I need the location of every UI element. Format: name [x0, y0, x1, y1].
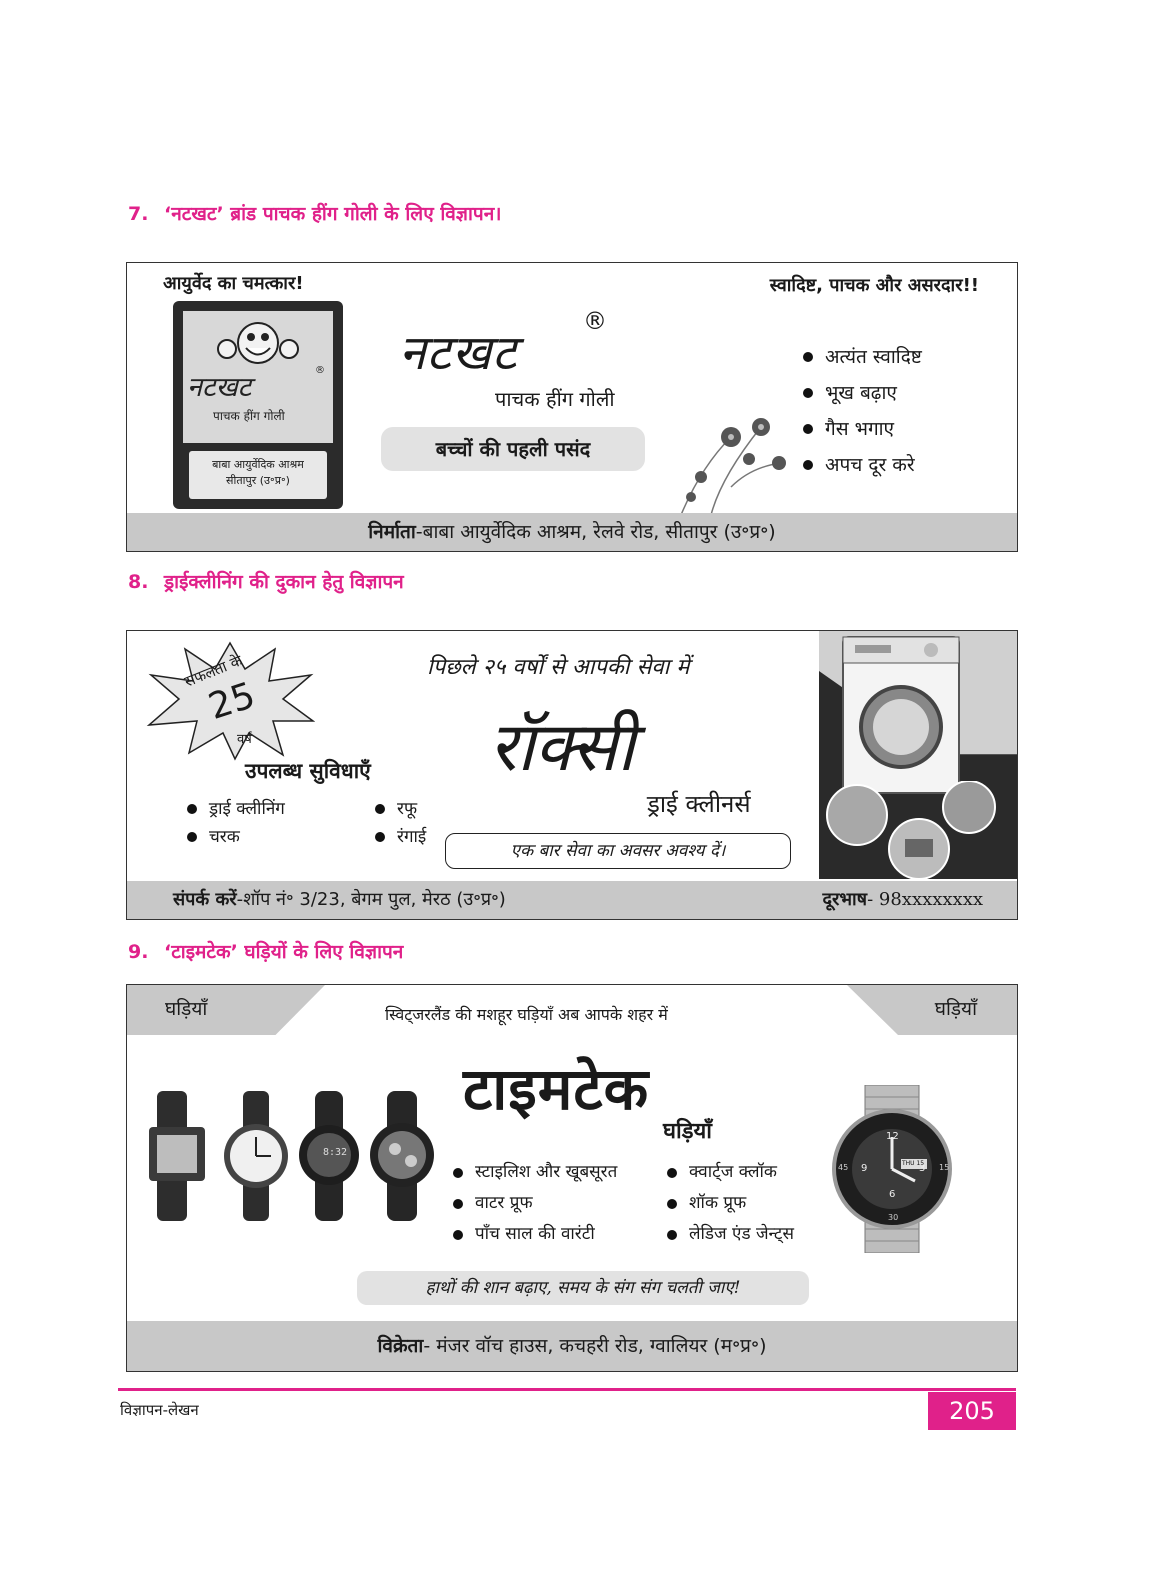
feature-item: क्वार्ट्ज क्लॉक	[667, 1157, 794, 1188]
watch-number-3: 3	[919, 1163, 926, 1174]
feature-item: अपच दूर करे	[803, 447, 922, 483]
digital-watch-digits: 8:32	[323, 1147, 348, 1158]
mascot-icon	[213, 315, 303, 369]
brand-title: रॉक्सी	[489, 708, 635, 787]
corner-label-left: घड़ियाँ	[165, 998, 208, 1020]
feature-item: लेडिज एंड जेन्ट्स	[667, 1219, 794, 1250]
ad-roxy-dry-cleaners	[126, 630, 1018, 920]
corner-label-right: घड़ियाँ	[934, 998, 977, 1020]
facilities-title: उपलब्ध सुविधाएँ	[245, 759, 371, 783]
watch-bezel-45: 45	[838, 1163, 849, 1172]
feature-item: अत्यंत स्वादिष्ट	[803, 339, 922, 375]
footer-phone	[822, 881, 983, 919]
section-name: विज्ञापन-लेखन	[120, 1401, 199, 1419]
brand-title: टाइमटेक	[463, 1055, 650, 1123]
ribbon-left	[127, 985, 325, 1035]
watch-bezel-30: 30	[888, 1213, 899, 1222]
heading-ad-8	[128, 568, 404, 594]
feature-item: शॉक प्रूफ	[667, 1188, 794, 1219]
watches-group-icon	[147, 1087, 447, 1227]
footer-contact	[173, 881, 506, 919]
heading-ad-9	[128, 938, 403, 964]
washing-machine-icon	[841, 635, 961, 795]
flower-decoration-icon	[661, 397, 791, 515]
phone-label: दूरभाष	[822, 889, 868, 910]
heading-number: 9.	[128, 941, 149, 963]
laundry-photos-icon	[819, 781, 1017, 879]
top-line: पिछले २५ वर्षों से आपकी सेवा में	[427, 655, 690, 680]
heading-text: ‘टाइमटेक’ घड़ियों के लिए विज्ञापन	[164, 941, 404, 963]
facility-item: रंगाई	[375, 823, 426, 851]
footer-rule	[118, 1388, 1016, 1391]
ribbon-right	[847, 985, 1017, 1035]
heading-ad-7	[128, 200, 501, 226]
brand-subtitle: पाचक हींग गोली	[495, 387, 615, 411]
ad-timetech-watches	[126, 984, 1018, 1372]
packet-maker-line-1: बाबा आयुर्वेदिक आश्रम	[212, 458, 304, 471]
footer-address: -शॉप नं॰ 3/23, बेगम पुल, मेरठ (उ॰प्र॰)	[236, 889, 506, 910]
packet-maker-line-2: सीतापुर (उ॰प्र॰)	[226, 474, 290, 487]
heading-text: ड्राईक्लीनिंग की दुकान हेतु विज्ञापन	[164, 571, 404, 593]
top-line: स्विट्जरलैंड की मशहूर घड़ियाँ अब आपके शहर में	[385, 1005, 668, 1024]
tagline-left: आयुर्वेद का चमत्कार!	[163, 273, 304, 294]
footer-label: संपर्क करें	[173, 889, 237, 910]
washing-machine-panel	[819, 631, 1017, 879]
footer-bar	[127, 881, 1017, 919]
facility-item: चरक	[187, 823, 285, 851]
heading-number: 8.	[128, 571, 149, 593]
packet-subtitle: पाचक हींग गोली	[213, 409, 285, 423]
footer-address: -बाबा आयुर्वेदिक आश्रम, रेलवे रोड, सीतापुर (उ॰प्र॰)	[415, 521, 776, 543]
footer-label: विक्रेता	[377, 1335, 424, 1357]
footer-bar	[127, 513, 1017, 551]
brand-subtitle: घड़ियाँ	[663, 1119, 712, 1144]
watch-number-6: 6	[889, 1189, 896, 1200]
feature-item: भूख बढ़ाए	[803, 375, 922, 411]
product-packet	[173, 301, 343, 509]
watch-date-window: THU 15	[902, 1160, 925, 1167]
badge-top-text: सफलता के	[181, 651, 245, 691]
badge-number: 25	[203, 674, 261, 729]
features-list-right	[667, 1157, 794, 1250]
page-number: 205	[928, 1392, 1016, 1430]
badge-bottom-text: वर्ष	[237, 732, 252, 747]
phone-number: - 98xxxxxxxx	[867, 889, 983, 910]
feature-item: स्टाइलिश और खूबसूरत	[453, 1157, 617, 1188]
facility-item: रफू	[375, 795, 426, 823]
feature-list	[803, 339, 922, 483]
heading-number: 7.	[128, 203, 149, 225]
slogan-pill: बच्चों की पहली पसंद	[381, 427, 645, 471]
facilities-list-right	[375, 795, 426, 851]
feature-item: पाँच साल की वारंटी	[453, 1219, 617, 1250]
brand-registered-mark: ®	[583, 307, 607, 335]
watch-bezel-15: 15	[939, 1163, 950, 1172]
packet-brand: नटखट	[187, 372, 252, 403]
watch-number-12: 12	[886, 1131, 899, 1142]
tagline-right: स्वादिष्ट, पाचक और असरदार!!	[769, 275, 979, 296]
brand-title: नटखट	[399, 325, 518, 381]
feature-item: वाटर प्रूफ	[453, 1188, 617, 1219]
facilities-list-left	[187, 795, 285, 851]
slogan-box: एक बार सेवा का अवसर अवश्य दें।	[445, 833, 791, 869]
feature-item: गैस भगाए	[803, 411, 922, 447]
heading-text: ‘नटखट’ ब्रांड पाचक हींग गोली के लिए विज्ञापन।	[164, 203, 502, 225]
features-list-left	[453, 1157, 617, 1250]
ad-natkhat	[126, 262, 1018, 552]
footer-label: निर्माता	[368, 521, 416, 543]
packet-registered-mark: ®	[315, 365, 325, 376]
brand-subtitle: ड्राई क्लीनर्स	[647, 790, 751, 818]
footer-address: - मंजर वॉच हाउस, कचहरी रोड, ग्वालियर (म॰प्र॰)	[423, 1335, 767, 1357]
packet-maker-box	[189, 451, 327, 499]
facility-item: ड्राई क्लीनिंग	[187, 795, 285, 823]
watch-number-9: 9	[861, 1163, 868, 1174]
slogan-pill: हाथों की शान बढ़ाए, समय के संग संग चलती जाए!	[357, 1271, 809, 1305]
footer-bar	[127, 1321, 1017, 1371]
